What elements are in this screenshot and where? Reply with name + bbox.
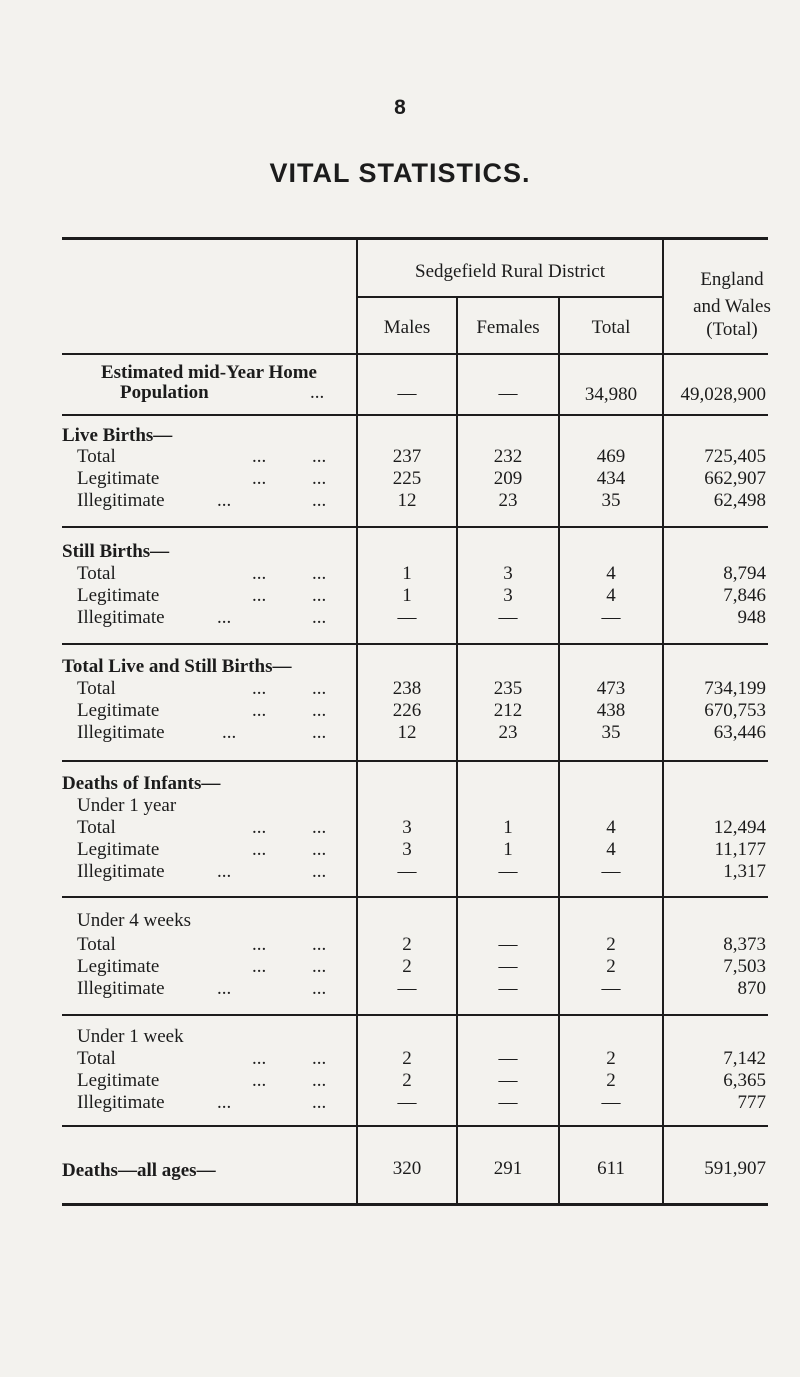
table-row-label: Illegitimate ... ... <box>77 978 327 999</box>
table-row-label: Total ... ... <box>77 678 327 699</box>
table-cell: 948 <box>737 607 766 628</box>
table-cell: 1,317 <box>723 861 766 882</box>
table-row-label: Legitimate ... ... <box>77 956 327 977</box>
table-cell: 35 <box>601 722 621 743</box>
deaths-all-ages-heading: Deaths—all ages— <box>62 1160 216 1181</box>
table-cell: 4 <box>606 817 616 838</box>
table-row-label: Total ... ... <box>77 817 327 838</box>
table-row-label: Illegitimate ... ... <box>77 607 327 628</box>
table-cell: 209 <box>493 468 523 489</box>
table-cell: — <box>397 607 417 628</box>
table-cell: 4 <box>606 563 616 584</box>
table-cell: 23 <box>498 722 518 743</box>
table-cell: — <box>498 956 518 977</box>
table-row-label: Illegitimate ... ... <box>77 1092 327 1113</box>
table-cell: 734,199 <box>704 678 766 699</box>
table-cell: 3 <box>503 563 513 584</box>
table-cell: — <box>498 1092 518 1113</box>
table-row-label: Total ... ... <box>77 1048 327 1069</box>
table-cell: — <box>397 978 417 999</box>
table-cell: 226 <box>392 700 422 721</box>
table-cell: — <box>397 861 417 882</box>
still-births-heading: Still Births— <box>62 541 170 562</box>
table-cell: 473 <box>596 678 626 699</box>
table-row-label: Illegitimate ... ... <box>77 861 327 882</box>
table-cell: 777 <box>737 1092 766 1113</box>
table-row-label: Legitimate ... ... <box>77 585 327 606</box>
table-cell: 11,177 <box>714 839 766 860</box>
table-cell: — <box>498 978 518 999</box>
table-cell: 235 <box>493 678 523 699</box>
table-cell: 1 <box>503 817 513 838</box>
table-row-label: Illegitimate ... ... <box>77 490 327 511</box>
table-cell: 35 <box>601 490 621 511</box>
table-row-label: Legitimate ... ... <box>77 700 327 721</box>
table-cell: 434 <box>596 468 626 489</box>
table-row-label: Legitimate ... ... <box>77 468 327 489</box>
table-cell: — <box>498 861 518 882</box>
table-cell: 212 <box>493 700 523 721</box>
table-cell: 12 <box>397 722 417 743</box>
table-cell: 62,498 <box>713 490 766 511</box>
table-cell: 7,846 <box>723 585 766 606</box>
under-1-year-subheading: Under 1 year <box>77 795 177 816</box>
table-cell: 2 <box>402 934 412 955</box>
table-cell: 238 <box>392 678 422 699</box>
table-cell: 4 <box>606 839 616 860</box>
population-females: — <box>498 383 518 404</box>
table-cell: 237 <box>392 446 422 467</box>
table-cell: 232 <box>493 446 523 467</box>
table-cell: 1 <box>402 563 412 584</box>
population-heading: Estimated mid-Year Home <box>100 362 317 383</box>
england-header-line2: and Wales <box>693 296 771 317</box>
table-cell: 670,753 <box>704 700 766 721</box>
table-row-label: Total ... ... <box>77 934 327 955</box>
table-cell: 23 <box>498 490 518 511</box>
page-title: VITAL STATISTICS. <box>269 158 531 188</box>
infant-deaths-heading: Deaths of Infants— <box>62 773 221 794</box>
table-cell: 870 <box>737 978 766 999</box>
table-cell: 2 <box>606 1048 616 1069</box>
females-header: Females <box>476 317 540 338</box>
district-header: Sedgefield Rural District <box>415 261 605 282</box>
table-row-label: Legitimate ... ... <box>77 839 327 860</box>
under-1-week-subheading: Under 1 week <box>77 1026 184 1047</box>
population-england: 49,028,900 <box>680 384 766 405</box>
deaths-england: 591,907 <box>704 1158 766 1179</box>
population-dots: ... <box>310 382 325 403</box>
table-cell: 63,446 <box>713 722 766 743</box>
population-males: — <box>397 383 417 404</box>
table-cell: — <box>498 1048 518 1069</box>
table-cell: 662,907 <box>704 468 766 489</box>
table-cell: 438 <box>596 700 626 721</box>
table-cell: — <box>397 1092 417 1113</box>
table-cell: 2 <box>402 1048 412 1069</box>
males-header: Males <box>383 317 431 338</box>
england-header-line3: (Total) <box>706 319 758 340</box>
table-cell: 3 <box>402 817 412 838</box>
table-cell: 3 <box>402 839 412 860</box>
table-cell: 469 <box>596 446 626 467</box>
deaths-females: 291 <box>493 1158 523 1179</box>
table-cell: 8,373 <box>723 934 766 955</box>
table-row-label: Illegitimate ... ... <box>77 722 327 743</box>
table-cell: 3 <box>503 585 513 606</box>
table-cell: — <box>601 861 621 882</box>
table-cell: 7,503 <box>723 956 766 977</box>
table-cell: 7,142 <box>723 1048 766 1069</box>
table-cell: 725,405 <box>704 446 766 467</box>
table-cell: 1 <box>402 585 412 606</box>
table-cell: 2 <box>606 956 616 977</box>
population-total: 34,980 <box>584 384 638 405</box>
england-header-line1: England <box>700 269 764 290</box>
table-cell: — <box>498 607 518 628</box>
table-cell: 225 <box>392 468 422 489</box>
deaths-total: 611 <box>597 1158 625 1179</box>
table-cell: 12 <box>397 490 417 511</box>
table-cell: 12,494 <box>713 817 766 838</box>
table-cell: 8,794 <box>723 563 766 584</box>
table-cell: — <box>601 1092 621 1113</box>
table-cell: 2 <box>402 1070 412 1091</box>
table-cell: — <box>601 978 621 999</box>
table-cell: — <box>498 1070 518 1091</box>
table-row-label: Total ... ... <box>77 446 327 467</box>
under-4-weeks-subheading: Under 4 weeks <box>77 910 191 931</box>
table-row-label: Legitimate ... ... <box>77 1070 327 1091</box>
population-heading-2: Population <box>120 382 209 403</box>
deaths-males: 320 <box>392 1158 422 1179</box>
table-cell: — <box>601 607 621 628</box>
table-row-label: Total ... ... <box>77 563 327 584</box>
page-number: 8 <box>394 96 406 119</box>
table-cell: 6,365 <box>723 1070 766 1091</box>
total-births-heading: Total Live and Still Births— <box>62 656 292 677</box>
table-cell: 1 <box>503 839 513 860</box>
table-cell: 2 <box>606 1070 616 1091</box>
table-cell: — <box>498 934 518 955</box>
total-header: Total <box>591 317 631 338</box>
table-cell: 2 <box>606 934 616 955</box>
live-births-heading: Live Births— <box>62 425 173 446</box>
table-cell: 4 <box>606 585 616 606</box>
table-cell: 2 <box>402 956 412 977</box>
district-header-rule <box>358 296 664 298</box>
